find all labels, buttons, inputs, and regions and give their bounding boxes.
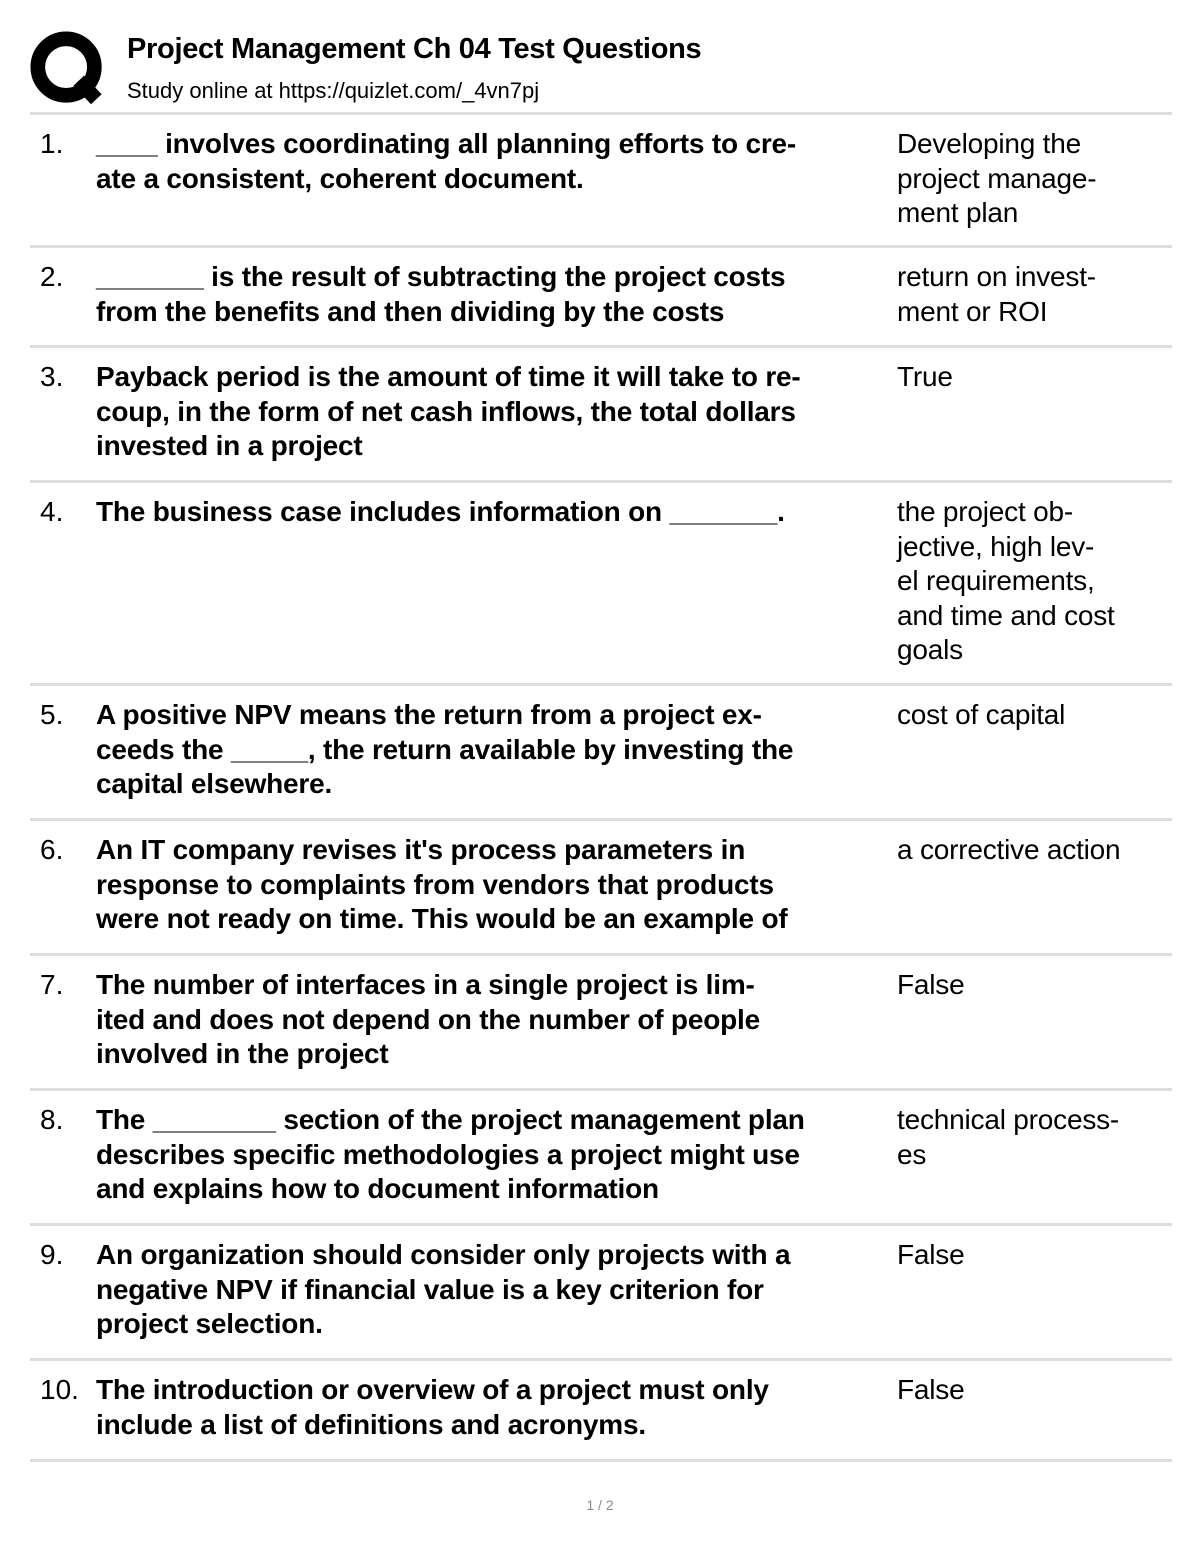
- question-row: [30, 483, 1172, 686]
- study-online-link[interactable]: Study online at https://quizlet.com/_4vn7pj: [127, 78, 540, 103]
- question-row: [30, 248, 1172, 348]
- question-row: [30, 821, 1172, 956]
- answer-definition: False: [897, 1239, 965, 1270]
- answer-definition: False: [897, 969, 965, 1000]
- page-title: Project Management Ch 04 Test Questions: [127, 33, 702, 65]
- answer-definition: return on invest- ment or ROI: [897, 261, 1096, 327]
- answer-definition: Developing the project manage- ment plan: [897, 128, 1097, 228]
- answer-definition: technical process- es: [897, 1104, 1120, 1170]
- question-term: Payback period is the amount of time it will take to re- coup, in the form of net cash inflows, the total dollars invested in a project: [96, 361, 801, 461]
- question-term: ____ involves coordinating all planning efforts to cre- ate a consistent, coherent document.: [96, 128, 797, 194]
- question-row: [30, 115, 1172, 248]
- quizlet-q-logo-icon: [30, 30, 108, 108]
- question-term: The business case includes information on _______.: [96, 496, 785, 527]
- answer-definition: True: [897, 361, 953, 392]
- question-row: [30, 686, 1172, 821]
- question-number: 9.: [40, 1239, 64, 1270]
- answer-definition: the project ob- jective, high lev- el requirements, and time and cost goals: [897, 496, 1115, 665]
- question-row: [30, 1091, 1172, 1226]
- answer-definition: a corrective action: [897, 834, 1121, 865]
- question-term: A positive NPV means the return from a project ex- ceeds the _____, the return available by investing the capital elsewhere.: [96, 699, 794, 799]
- question-row: [30, 1361, 1172, 1462]
- question-number: 6.: [40, 834, 64, 865]
- question-number: 4.: [40, 496, 64, 527]
- question-term: An IT company revises it's process parameters in response to complaints from vendors that products were not ready on time. This would be an example of: [96, 834, 788, 934]
- question-term: An organization should consider only projects with a negative NPV if financial value is a key criterion for project selection.: [96, 1239, 791, 1339]
- page-number: 1 / 2: [586, 1497, 614, 1513]
- question-term: The introduction or overview of a project must only include a list of definitions and acronyms.: [96, 1374, 769, 1440]
- question-number: 5.: [40, 699, 64, 730]
- question-list: [30, 115, 1172, 1462]
- question-number: 7.: [40, 969, 64, 1000]
- question-row: [30, 348, 1172, 483]
- question-row: [30, 956, 1172, 1091]
- answer-definition: cost of capital: [897, 699, 1066, 730]
- question-number: 10.: [40, 1374, 79, 1405]
- question-number: 1.: [40, 128, 64, 159]
- question-term: The ________ section of the project management plan describes specific methodologies a project might use and explains how to document information: [96, 1104, 805, 1204]
- question-number: 8.: [40, 1104, 64, 1135]
- question-term: _______ is the result of subtracting the project costs from the benefits and then dividing by the costs: [96, 261, 786, 327]
- question-number: 3.: [40, 361, 64, 392]
- answer-definition: False: [897, 1374, 965, 1405]
- question-term: The number of interfaces in a single project is lim- ited and does not depend on the number of people involved in the project: [96, 969, 760, 1069]
- document-header: [30, 28, 1172, 112]
- question-row: [30, 1226, 1172, 1361]
- question-number: 2.: [40, 261, 64, 292]
